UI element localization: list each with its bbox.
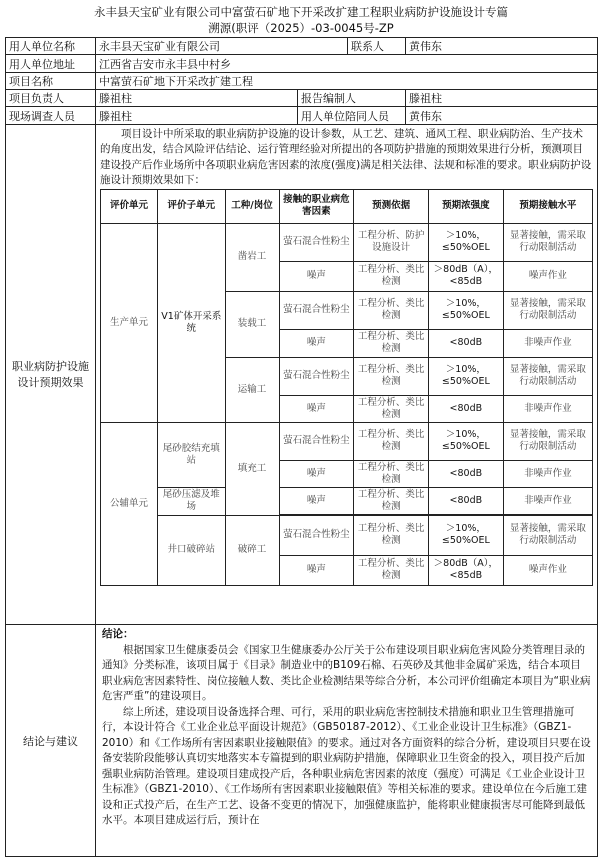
conclusion-section-body	[96, 625, 598, 857]
report-author-label: 报告编制人	[298, 90, 406, 107]
job-cell-drill: 凿岩工	[225, 223, 279, 291]
intensity-cell: ＞80dB（A），<85dB	[428, 555, 503, 585]
level-cell: 非噪声作业	[503, 395, 592, 422]
project-lead-value: 滕祖柱	[96, 90, 298, 107]
level-cell: 非噪声作业	[503, 487, 592, 514]
effect-header-cell: 预测依据	[354, 189, 429, 223]
unit-cell-public: 公辅单元	[101, 422, 158, 585]
table-row	[101, 223, 593, 261]
report-author-value: 滕祖柱	[406, 90, 598, 107]
job-cell-load: 装载工	[225, 291, 279, 357]
effect-header-cell: 工种/岗位	[225, 189, 279, 223]
effect-section-body	[96, 124, 598, 624]
basis-cell: 工程分析、类比检测	[354, 487, 429, 514]
intensity-cell: ＞10%，≤50%OEL	[428, 223, 503, 261]
conclusion-paragraph-1: 根据国家卫生健康委员会《国家卫生健康委办公厅关于公布建设项目职业病危害风险分类管理目录的通知》分类标准，该项目属于《目录》制造业中的B109石棉、石英砂及其他非金属矿采选，结合本项目职业病危害因素特性、岗位接触人数、类比企业检测结果等综合分析，本公司评价组确定本项目为“职业病危害严重”的建设项目。	[102, 643, 591, 703]
unit-cell-production: 生产单元	[101, 223, 158, 422]
unit-address-label: 用人单位地址	[6, 55, 96, 72]
factor-cell: 萤石混合性粉尘	[279, 515, 354, 555]
intensity-cell: ＞10%，≤50%OEL	[428, 515, 503, 555]
level-cell: 显著接触，需采取行动限制活动	[503, 223, 592, 261]
intensity-cell: ＞80dB（A），<85dB	[428, 261, 503, 291]
factor-cell: 噪声	[279, 395, 354, 422]
effect-header-cell: 接触的职业病危害因素	[279, 189, 354, 223]
conclusion-heading: 结论：	[102, 628, 134, 641]
level-cell: 显著接触，需采取行动限制活动	[503, 422, 592, 460]
basis-cell: 工程分析、类比检测	[354, 422, 429, 460]
factor-cell: 噪声	[279, 261, 354, 291]
level-cell: 噪声作业	[503, 555, 592, 585]
factor-cell: 萤石混合性粉尘	[279, 223, 354, 261]
level-cell: 显著接触，需采取行动限制活动	[503, 357, 592, 395]
job-cell-fill: 填充工	[225, 422, 279, 515]
intensity-cell: <80dB	[428, 395, 503, 422]
job-cell-transport: 运输工	[225, 357, 279, 422]
conclusion-paragraph-2: 综上所述，建设项目设备选择合理、可行，采用的职业病危害控制技术措施和职业卫生管理措施可行，本设计符合《工业企业总平面设计规范》（GB50187-2012）、《工业企业设计卫生标准》（GBZ1-2010）和《工作场所有害因素职业接触限值》的要求。通过对各方面资料的综合分析，建设项目只要在设备安装阶段能够认真切实地落实本专篇提到的职业病防护措施，保障职业卫生资金的投入，项目投产后加强职业病防治管理。建设项目建成投产后，各种职业病危害因素的浓度（强度）可满足《工业企业设计卫生标准》（GBZ1-2010）、《工作场所有害因素职业接触限值》等相关标准的要求。建设单位在今后施工建设和正式投产后，在生产工艺、设备不变更的情况下，加强健康监护，能将职业健康损害尽可能降到最低水平。本项目建成运行后，预计在	[102, 705, 591, 827]
project-name-value: 中富萤石矿地下开采改扩建工程	[96, 72, 598, 89]
intensity-cell: <80dB	[428, 329, 503, 357]
basis-cell: 工程分析、类比检测	[354, 357, 429, 395]
title-line-2: 溯源(职评（2025）-03-0045号-ZP	[208, 21, 394, 35]
unit-escort-value: 黄伟东	[406, 107, 598, 124]
factor-cell: 噪声	[279, 460, 354, 487]
job-cell-crusher: 破碎工	[225, 515, 279, 585]
subunit-cell-tailings-press: 尾砂压滤及堆场	[158, 487, 225, 515]
level-cell: 非噪声作业	[503, 460, 592, 487]
unit-address-value: 江西省吉安市永丰县中村乡	[96, 55, 598, 72]
document-title	[0, 4, 602, 36]
contact-value: 黄伟东	[406, 38, 598, 55]
factor-cell: 萤石混合性粉尘	[279, 357, 354, 395]
project-lead-label: 项目负责人	[6, 90, 96, 107]
conclusion-section-label: 结论与建议	[6, 625, 96, 857]
effect-table	[100, 189, 593, 586]
basis-cell: 工程分析、防护设施设计	[354, 223, 429, 261]
factor-cell: 萤石混合性粉尘	[279, 422, 354, 460]
table-row	[101, 422, 593, 460]
unit-name-label: 用人单位名称	[6, 38, 96, 55]
project-name-label: 项目名称	[6, 72, 96, 89]
form-table	[5, 37, 598, 857]
unit-escort-label: 用人单位陪同人员	[298, 107, 406, 124]
intensity-cell: ＞10%，≤50%OEL	[428, 291, 503, 329]
basis-cell: 工程分析、类比检测	[354, 460, 429, 487]
factor-cell: 噪声	[279, 329, 354, 357]
effect-section-label: 职业病防护设施设计预期效果	[6, 124, 96, 624]
level-cell: 显著接触，需采取行动限制活动	[503, 515, 592, 555]
site-survey-label: 现场调查人员	[6, 107, 96, 124]
level-cell: 噪声作业	[503, 261, 592, 291]
contact-label: 联系人	[348, 38, 406, 55]
intensity-cell: ＞10%，≤50%OEL	[428, 357, 503, 395]
intensity-cell: ＞10%，≤50%OEL	[428, 422, 503, 460]
subunit-cell-v1: V1矿体开采系统	[158, 223, 225, 422]
effect-intro: 项目设计中所采取的职业病防护设施的设计参数，从工艺、建筑、通风工程、职业病防治、生产技术的角度出发，结合风险评估结论、运行管理经验对所提出的各项防护措施的预期效果进行分析，预测项目建设投产后作业场所中各项职业病危害因素的浓度(强度)满足相关法律、法规和标准的要求。职业病防护设施设计预期效果如下：	[100, 127, 592, 187]
factor-cell: 噪声	[279, 555, 354, 585]
effect-header-cell: 评价单元	[101, 189, 158, 223]
basis-cell: 工程分析、类比检测	[354, 555, 429, 585]
intensity-cell: <80dB	[428, 487, 503, 514]
basis-cell: 工程分析、类比检测	[354, 395, 429, 422]
basis-cell: 工程分析、类比检测	[354, 291, 429, 329]
factor-cell: 噪声	[279, 487, 354, 514]
basis-cell: 工程分析、类比检测	[354, 261, 429, 291]
table-row	[101, 515, 593, 555]
level-cell: 显著接触，需采取行动限制活动	[503, 291, 592, 329]
subunit-cell-crush: 井口破碎站	[158, 515, 225, 585]
basis-cell: 工程分析、类比检测	[354, 515, 429, 555]
level-cell: 非噪声作业	[503, 329, 592, 357]
title-line-1: 永丰县天宝矿业有限公司中富萤石矿地下开采改扩建工程职业病防护设施设计专篇	[94, 5, 508, 19]
intensity-cell: <80dB	[428, 460, 503, 487]
basis-cell: 工程分析、类比检测	[354, 329, 429, 357]
subunit-cell-tailings-fill: 尾砂胶结充填站	[158, 422, 225, 487]
table-row	[101, 487, 593, 514]
site-survey-value: 滕祖柱	[96, 107, 298, 124]
unit-name-value: 永丰县天宝矿业有限公司	[96, 38, 348, 55]
effect-header-cell: 评价子单元	[158, 189, 225, 223]
effect-header-cell: 预期浓强度	[428, 189, 503, 223]
effect-header-cell: 预期接触水平	[503, 189, 592, 223]
factor-cell: 萤石混合性粉尘	[279, 291, 354, 329]
